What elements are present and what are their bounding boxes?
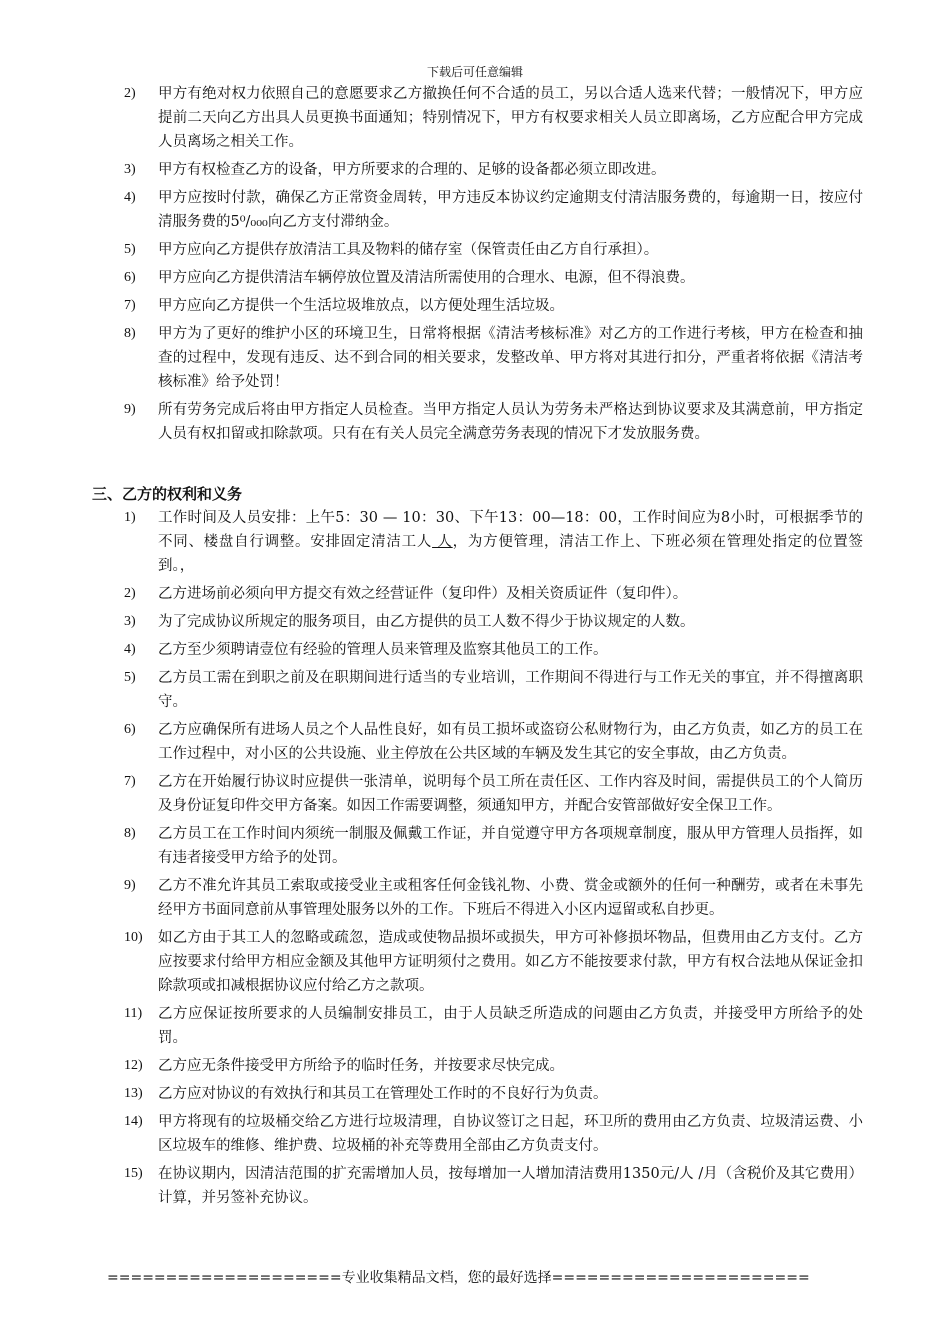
item-number: 5) xyxy=(124,670,136,685)
page-header: 下载后可任意编辑 xyxy=(426,65,523,79)
list-item xyxy=(0,1162,950,1210)
item-number: 14) xyxy=(124,1114,143,1129)
item-number: 2) xyxy=(124,586,136,601)
list-item xyxy=(0,294,950,318)
item-number: 6) xyxy=(124,722,136,737)
item-number: 7) xyxy=(124,298,136,313)
item-text: 乙方应对协议的有效执行和其员工在管理处工作时的不良好行为负责。 xyxy=(158,1086,608,1102)
item-number: 7) xyxy=(124,774,136,789)
item-number: 13) xyxy=(124,1086,143,1101)
list-item xyxy=(0,822,950,870)
item-text: 甲方为了更好的维护小区的环境卫生，日常将根据《清洁考核标准》对乙方的工作进行考核，甲方在检查和抽查的过程中，发现有违反、达不到合同的相关要求，发整改单、甲方将对其进行扣分，严重者将依据《清洁考核标准》给予处罚！ xyxy=(158,326,863,390)
list-item xyxy=(0,266,950,290)
item-text: 甲方应向乙方提供存放清洁工具及物料的储存室（保管责任由乙方自行承担）。 xyxy=(158,242,659,258)
item-text: 甲方将现有的垃圾桶交给乙方进行垃圾清理，自协议签订之日起，环卫所的费用由乙方负责、垃圾清运费、小区垃圾车的维修、维护费、垃圾桶的补充等费用全部由乙方负责支付。 xyxy=(158,1114,863,1154)
item-number: 8) xyxy=(124,326,136,341)
item-text xyxy=(158,506,863,578)
item-text: 如乙方由于其工人的忽略或疏忽，造成或使物品损坏或损失，甲方可补修损坏物品，但费用由乙方支付。乙方应按要求付给甲方相应金额及其他甲方证明须付之费用。如乙方不能按要求付款，甲方有权合法地从保证金扣除款项或扣减根据协议应付给乙方之款项。 xyxy=(158,930,863,994)
item-number: 3) xyxy=(124,614,136,629)
item-text: 乙方进场前必须向甲方提交有效之经营证件（复印件）及相关资质证件（复印件）。 xyxy=(158,586,688,602)
item-text: 甲方应向乙方提供清洁车辆停放位置及清洁所需使用的合理水、电源，但不得浪费。 xyxy=(158,270,695,286)
list-item xyxy=(0,874,950,922)
list-item xyxy=(0,666,950,714)
item-text: 在协议期内，因清洁范围的扩充需增加人员，按每增加一人增加清洁费用1350元/人 /月（含税价及其它费用）计算，并另签补充协议。 xyxy=(158,1166,863,1206)
item-number: 15) xyxy=(124,1166,143,1181)
item-text: 甲方应按时付款，确保乙方正常资金周转，甲方违反本协议约定逾期支付清洁服务费的，每逾期一日，按应付清服务费的5⁰/₀₀₀向乙方支付滞纳金。 xyxy=(158,190,863,230)
item-number: 4) xyxy=(124,642,136,657)
item-text: 乙方员工需在到职之前及在职期间进行适当的专业培训，工作期间不得进行与工作无关的事宜，并不得擅离职守。 xyxy=(158,670,863,710)
item-text: 乙方应确保所有进场人员之个人品性良好，如有员工损坏或盗窃公私财物行为，由乙方负责，如乙方的员工在工作过程中，对小区的公共设施、业主停放在公共区域的车辆及发生其它的安全事故，由乙方负责。 xyxy=(158,722,863,762)
item-number: 3) xyxy=(124,162,136,177)
item-number: 9) xyxy=(124,878,136,893)
list-item xyxy=(0,1110,950,1158)
list-item xyxy=(0,582,950,606)
item-number: 8) xyxy=(124,826,136,841)
list-item xyxy=(0,926,950,998)
list-item xyxy=(0,610,950,634)
list-item xyxy=(0,718,950,766)
item-text: 甲方应向乙方提供一个生活垃圾堆放点，以方便处理生活垃圾。 xyxy=(158,298,564,314)
item-text: 乙方应保证按所要求的人员编制安排员工，由于人员缺乏所造成的问题由乙方负责，并接受甲方所给予的处罚。 xyxy=(158,1006,863,1046)
list-item xyxy=(0,1002,950,1050)
item-number: 6) xyxy=(124,270,136,285)
list-item xyxy=(0,770,950,818)
list-item xyxy=(0,398,950,446)
item-number: 1) xyxy=(124,510,136,525)
list-item xyxy=(0,186,950,234)
item-text-part: ，为方便管理，清洁工作上、下班必须在管理处指定的位置签到。， xyxy=(158,534,864,574)
list-item xyxy=(0,322,950,394)
item-text: 乙方至少须聘请壹位有经验的管理人员来管理及监察其他员工的工作。 xyxy=(158,642,608,658)
item-text: 所有劳务完成后将由甲方指定人员检查。当甲方指定人员认为劳务未严格达到协议要求及其满意前，甲方指定人员有权扣留或扣除款项。只有在有关人员完全满意劳务表现的情况下才发放服务费。 xyxy=(158,402,863,442)
item-number: 9) xyxy=(124,402,136,417)
list-item xyxy=(0,506,950,578)
party-b-obligations-list xyxy=(0,506,950,1214)
list-item xyxy=(0,158,950,182)
item-text: 为了完成协议所规定的服务项目，由乙方提供的员工人数不得少于协议规定的人数。 xyxy=(158,614,695,630)
item-text: 甲方有绝对权力依照自己的意愿要求乙方撤换任何不合适的员工，另以合适人选来代替；一般情况下，甲方应提前二天向乙方出具人员更换书面通知；特别情况下，甲方有权要求相关人员立即离场，乙方应配合甲方完成人员离场之相关工作。 xyxy=(158,86,863,150)
item-number: 10) xyxy=(124,930,143,945)
worker-count-blank: 人 xyxy=(432,534,453,550)
item-text: 乙方员工在工作时间内须统一制服及佩戴工作证，并自觉遵守甲方各项规章制度，服从甲方管理人员指挥，如有违者接受甲方给予的处罚。 xyxy=(158,826,863,866)
item-number: 12) xyxy=(124,1058,143,1073)
page-footer: ====================专业收集精品文档，您的最好选择====================== xyxy=(107,1270,810,1286)
list-item xyxy=(0,82,950,154)
list-item xyxy=(0,1054,950,1078)
item-text: 甲方有权检查乙方的设备，甲方所要求的合理的、足够的设备都必须立即改进。 xyxy=(158,162,666,178)
list-item xyxy=(0,638,950,662)
party-a-obligations-list xyxy=(0,82,950,450)
item-text: 乙方不准允许其员工索取或接受业主或租客任何金钱礼物、小费、赏金或额外的任何一种酬劳，或者在未事先经甲方书面同意前从事管理处服务以外的工作。下班后不得进入小区内逗留或私自抄更。 xyxy=(158,878,863,918)
section-title: 三、乙方的权利和义务 xyxy=(92,485,243,503)
list-item xyxy=(0,238,950,262)
item-number: 5) xyxy=(124,242,136,257)
item-text: 乙方应无条件接受甲方所给予的临时任务，并按要求尽快完成。 xyxy=(158,1058,564,1074)
item-number: 11) xyxy=(124,1006,143,1021)
item-number: 4) xyxy=(124,190,136,205)
list-item xyxy=(0,1082,950,1106)
item-text-part: 工作时间及人员安排：上午5：30 — 10：30、下午13：00—18：00，工作时间应为8小时，可根据季节的不同、楼盘自行调整。安排固定清洁工人 xyxy=(158,510,863,550)
item-number: 2) xyxy=(124,86,136,101)
item-text: 乙方在开始履行协议时应提供一张清单，说明每个员工所在责任区、工作内容及时间，需提供员工的个人简历及身份证复印件交甲方备案。如因工作需要调整，须通知甲方，并配合安管部做好安全保卫工作。 xyxy=(158,774,863,814)
